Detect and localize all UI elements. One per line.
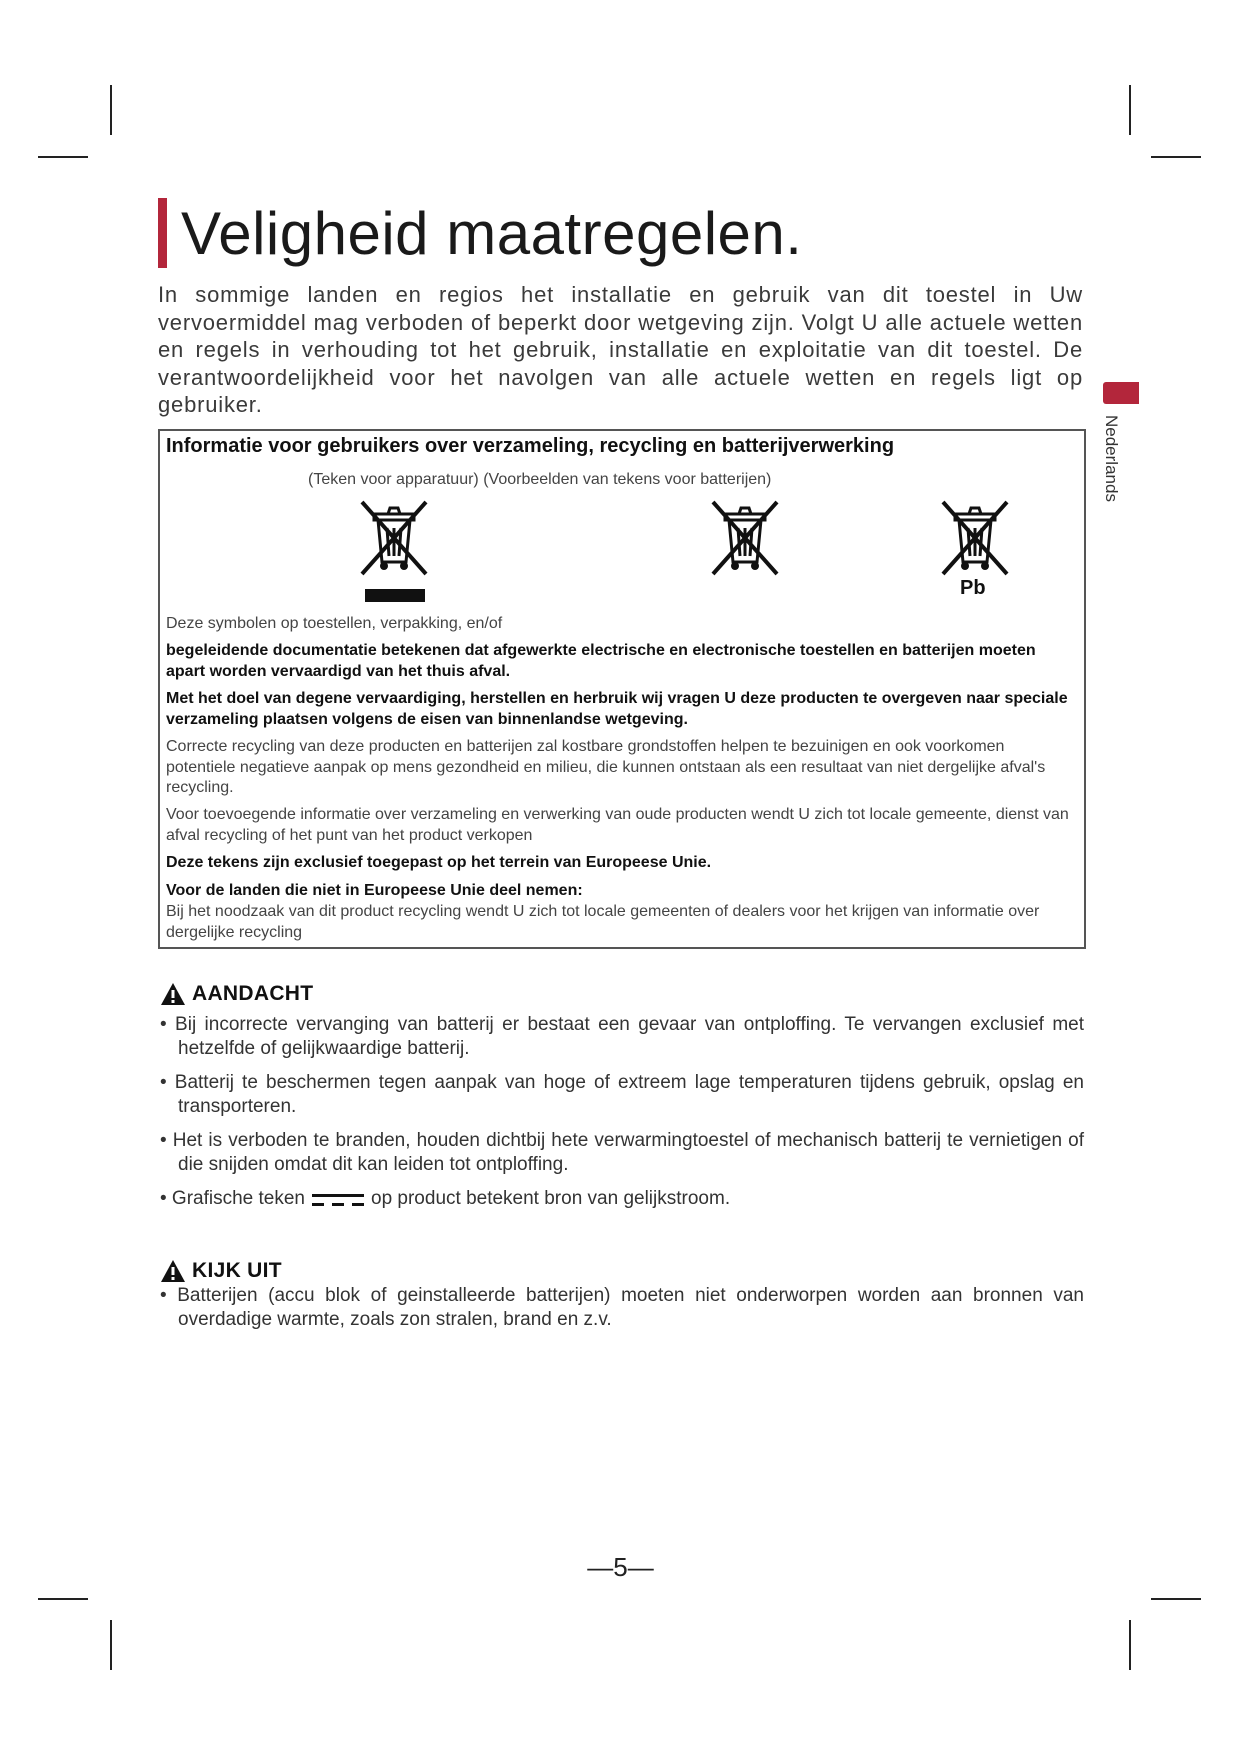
info-paragraph: Deze symbolen op toestellen, verpakking, en/of bbox=[166, 615, 503, 632]
info-box-heading: Informatie voor gebruikers over verzameling, recycling en batterijverwerking bbox=[166, 435, 895, 457]
title-accent-bar bbox=[158, 198, 167, 268]
intro-paragraph: In sommige landen en regios het installatie en gebruik van dit toestel in Uw vervoermiddel mag verboden of beperkt door wetgeving zijn. Volgt U alle actuele wetten en regels in verhouding tot het gebruik, installatie en exploitatie van dit toestel. De verantwoordelijkheid voor het navolgen van alle actuele wetten en regels ligt op gebruiker. bbox=[158, 282, 1083, 417]
kijk-uit-heading bbox=[160, 1257, 282, 1285]
page-number: —5— bbox=[587, 1552, 654, 1582]
info-paragraph: Met het doel van degene vervaardiging, herstellen en herbruik wij vragen U deze producten te overgeven naar speciale verzameling plaatsen volgens de eisen van binnenlandse wetgeving. bbox=[166, 690, 1068, 728]
direct-current-icon bbox=[310, 1191, 366, 1209]
title-text: Veligheid maatregelen. bbox=[181, 199, 803, 267]
crop-mark bbox=[110, 85, 112, 135]
info-paragraph: Deze tekens zijn exclusief toegepast op het terrein van Europeese Unie. bbox=[166, 854, 712, 871]
crop-mark bbox=[38, 156, 88, 158]
warning-triangle-icon bbox=[160, 1259, 186, 1283]
crossed-bin-icon bbox=[935, 496, 1015, 576]
aandacht-bullet bbox=[160, 1187, 1084, 1211]
aandacht-heading bbox=[160, 980, 313, 1008]
lead-symbol-label: Pb bbox=[960, 577, 986, 599]
warning-triangle-icon bbox=[160, 982, 186, 1006]
info-paragraph: Bij het noodzaak van dit product recycling wendt U zich tot locale gemeenten of dealers voor het krijgen van informatie over dergelijke recycling bbox=[166, 903, 1040, 941]
language-tab-label: Nederlands bbox=[1102, 415, 1121, 502]
language-tab-marker bbox=[1103, 382, 1139, 404]
crossed-bin-icon bbox=[354, 496, 434, 576]
crop-mark bbox=[38, 1598, 88, 1600]
aandacht-bullet: • Het is verboden te branden, houden dichtbij hete verwarmingtoestel of mechanisch batterij te vernietigen of die snijden omdat dit kan leiden tot ontploffing. bbox=[160, 1130, 1084, 1175]
bullet-text-after: op product betekent bron van gelijkstroom. bbox=[371, 1188, 731, 1209]
crop-mark bbox=[1129, 1620, 1131, 1670]
info-paragraph: Voor de landen die niet in Europeese Unie deel nemen: bbox=[166, 882, 583, 899]
crop-mark bbox=[1129, 85, 1131, 135]
info-paragraph: Voor toevoegende informatie over verzameling en verwerking van oude producten wendt U zich tot locale gemeente, dienst van afval recycling of het punt van het product verkopen bbox=[166, 806, 1069, 844]
info-box-subheading: (Teken voor apparatuur) (Voorbeelden van tekens voor batterijen) bbox=[308, 471, 772, 488]
kijk-uit-label: KIJK UIT bbox=[192, 1259, 282, 1282]
info-paragraph: Correcte recycling van deze producten en batterijen zal kostbare grondstoffen helpen te bezuinigen en ook voorkomen potentiele negatieve aanpak op mens gezondheid en milieu, die kunnen ontstaan als een resultaat van niet dergelijke afval's recycling. bbox=[166, 738, 1046, 796]
aandacht-bullet: • Bij incorrecte vervanging van batterij er bestaat een gevaar van ontploffing. Te vervangen exclusief met hetzelfde of gelijkwaardige batterij. bbox=[160, 1014, 1084, 1059]
crop-mark bbox=[110, 1620, 112, 1670]
page-title bbox=[158, 198, 802, 268]
info-paragraph: begeleidende documentatie betekenen dat afgewerkte electrische en electronische toestellen en batterijen moeten apart worden vervaardigd van het thuis afval. bbox=[166, 642, 1036, 680]
recycling-info-box bbox=[158, 429, 1086, 949]
bullet-text-before: • Grafische teken bbox=[160, 1188, 305, 1209]
aandacht-bullet: • Batterij te beschermen tegen aanpak van hoge of extreem lage temperaturen tijdens gebruik, opslag en transporteren. bbox=[160, 1072, 1084, 1117]
kijk-uit-bullet: • Batterijen (accu blok of geinstalleerde batterijen) moeten niet onderworpen worden aan bronnen van overdadige warmte, zoals zon stralen, brand en z.v. bbox=[160, 1285, 1084, 1330]
crop-mark bbox=[1151, 156, 1201, 158]
equipment-bar-mark bbox=[365, 589, 425, 602]
crossed-bin-icon bbox=[705, 496, 785, 576]
aandacht-label: AANDACHT bbox=[192, 982, 314, 1005]
crop-mark bbox=[1151, 1598, 1201, 1600]
